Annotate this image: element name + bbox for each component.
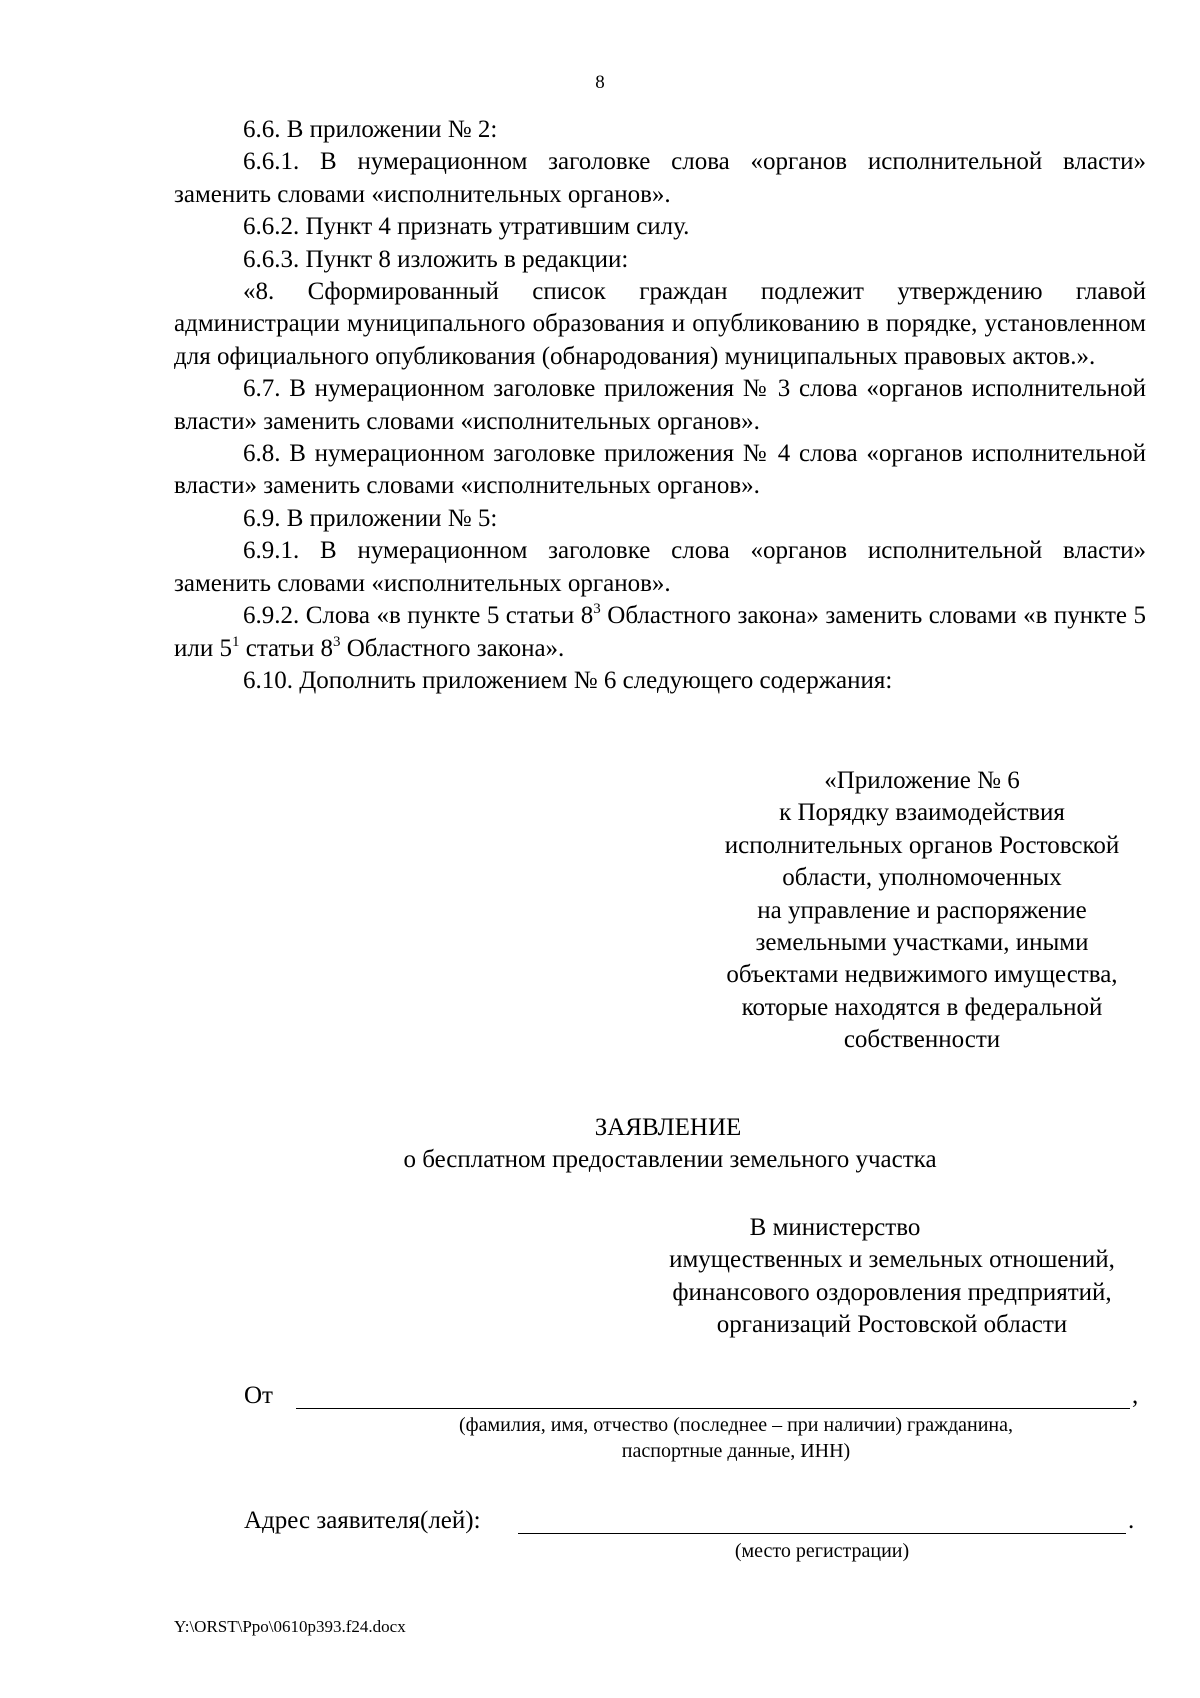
appendix-line: «Приложение № 6 — [824, 767, 1020, 794]
appendix-line: на управление и распоряжение — [757, 896, 1087, 924]
paragraph: 6.6.1. В нумерационном заголовке слова «органов исполнительной власти» заменить словами «исполнительных органов». — [174, 148, 1146, 208]
address-end-mark: . — [1128, 1507, 1135, 1534]
document-body — [174, 114, 1146, 697]
caption-line: паспортные данные, ИНН) — [621, 1440, 851, 1462]
paragraph: 6.10. Дополнить приложением № 6 следующего содержания: — [243, 666, 893, 694]
address-caption — [372, 1538, 1200, 1564]
address-label: Адрес заявителя(лей): — [244, 1507, 481, 1534]
appendix-header — [690, 765, 1154, 1057]
superscript: 3 — [332, 633, 341, 650]
paragraph: «8. Сформированный список граждан подлежит утверждению главой администрации муниципального образования и опубликованию в порядке, установленном для официального опубликования (обнародования) муниципальных правовых актов.». — [174, 278, 1146, 370]
from-caption — [286, 1412, 1186, 1464]
addressee-line: финансового оздоровления предприятий, — [672, 1278, 1112, 1306]
appendix-line: области, уполномоченных — [782, 864, 1062, 892]
appendix-line: земельными участками, иными — [755, 929, 1089, 957]
page-number: 8 — [595, 72, 605, 93]
paragraph: 6.7. В нумерационном заголовке приложения № 3 слова «органов исполнительной власти» заменить словами «исполнительных органов». — [174, 375, 1146, 435]
paragraph-text: 6.9.2. Слова «в пункте 5 статьи 8 — [243, 602, 594, 630]
addressee-line: В министерство — [749, 1214, 921, 1241]
paragraph: 6.6.2. Пункт 4 признать утратившим силу. — [243, 213, 690, 241]
addressee-line: организаций Ростовской области — [716, 1311, 1068, 1339]
paragraph: 6.8. В нумерационном заголовке приложения № 4 слова «органов исполнительной власти» заменить словами «исполнительных органов». — [174, 440, 1146, 500]
address-input-line[interactable] — [518, 1533, 1126, 1534]
superscript: 3 — [593, 601, 601, 618]
caption-line: (место регистрации) — [734, 1540, 910, 1562]
paragraph: 6.9.1. В нумерационном заголовке слова «органов исполнительной власти» заменить словами «исполнительных органов». — [174, 537, 1146, 597]
paragraph — [174, 600, 1146, 665]
from-label: От — [244, 1382, 273, 1409]
appendix-line: которые находятся в федеральной — [741, 993, 1103, 1021]
caption-line: (фамилия, имя, отчество (последнее – при наличии) гражданина, — [458, 1414, 1013, 1436]
paragraph-text: статьи 8 — [239, 634, 333, 662]
addressee-line: имущественных и земельных отношений, — [669, 1246, 1115, 1274]
application-title-text: ЗАЯВЛЕНИЕ — [594, 1114, 742, 1141]
from-end-mark: , — [1132, 1382, 1139, 1409]
appendix-line: объектами недвижимого имущества, — [726, 961, 1118, 989]
application-subtitle: о бесплатном предоставлении земельного участка — [403, 1146, 937, 1174]
file-path-footer: Y:\ORST\Ppo\0610p393.f24.docx — [174, 1617, 406, 1636]
from-input-line[interactable] — [296, 1408, 1130, 1409]
addressee-block — [612, 1212, 1172, 1342]
appendix-line: исполнительных органов Ростовской — [724, 831, 1120, 859]
paragraph-text: Областного закона» заменить словами «в пункте 5 или 5 — [174, 602, 1146, 662]
paragraph-text: Областного закона». — [340, 634, 565, 662]
paragraph: 6.6.3. Пункт 8 изложить в редакции: — [243, 245, 629, 273]
appendix-line: собственности — [843, 1026, 1001, 1054]
application-title — [0, 1112, 1200, 1177]
appendix-line: к Порядку взаимодействия — [779, 799, 1065, 827]
paragraph: 6.6. В приложении № 2: — [243, 116, 498, 143]
superscript: 1 — [231, 633, 240, 650]
paragraph: 6.9. В приложении № 5: — [243, 504, 498, 532]
